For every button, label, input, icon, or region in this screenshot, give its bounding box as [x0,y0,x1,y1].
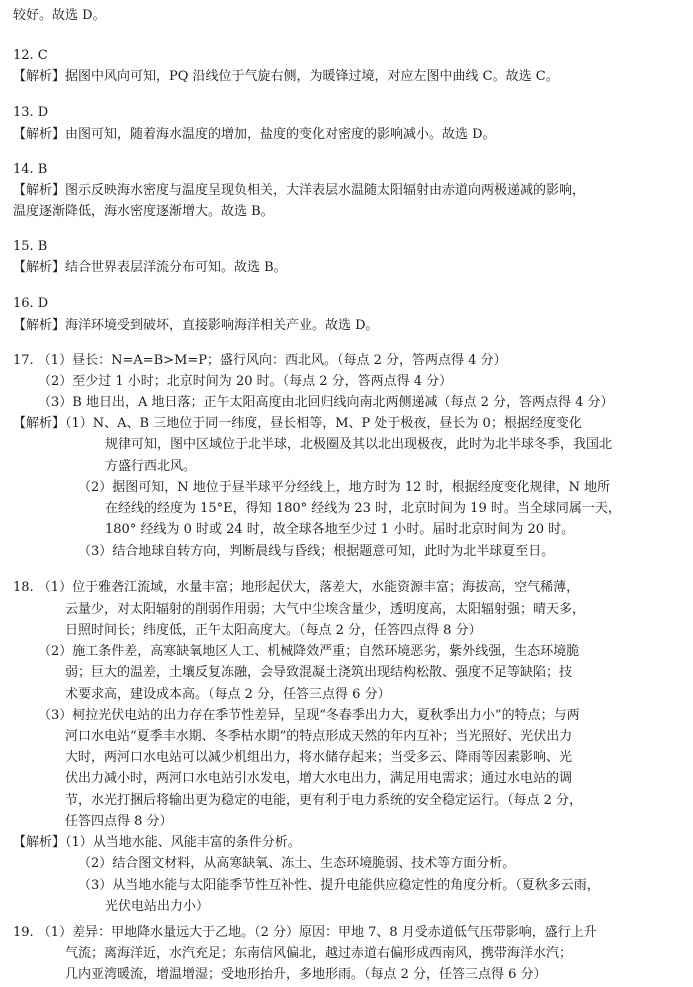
answer-13: 13. D [13,105,49,121]
answer-18-3-cont: 河口水电站“夏季丰水期、冬季枯水期”的特点形成天然的年内互补；当光照好、光伏出力 [65,729,573,744]
answer-17-3: （3）B 地日出，A 地日落；正午太阳高度由北回归线向南北两侧递减（每点 2 分，答两点得 4 分） [38,395,614,410]
explanation-17-2: （2）据图可知，N 地位于昼半球平分经线上，地方时为 12 时，根据经度变化规律，N 地所 [78,479,611,495]
answer-12: 12. C [13,48,48,64]
answer-18-1-cont: 日照时间长；纬度低，正午太阳高度大。（每点 2 分，任答四点得 8 分） [65,622,482,638]
explanation-18-2: （2）结合图文材料，从高寒缺氧、冻土、生态环境脆弱、技术等方面分析。 [78,856,516,872]
answer-18-3-cont: 伏出力减小时，两河口水电站引水发电，增大水电出力，满足用电需求；通过水电站的调 [65,771,573,787]
answer-18-2: （2）施工条件差，高寒缺氧地区人工、机械降效严重；自然环境恶劣，紫外线强，生态环境脆 [38,644,580,660]
answer-14: 14. B [13,161,48,177]
text-line: 较好。故选 D。 [13,7,106,23]
answer-18-2-cont: 弱；巨大的温差，土壤反复冻融，会导致混凝土浇筑出现结构松散、强度不足等缺陷；技 [65,665,573,681]
answer-18-3-cont: 节，水光打捆后将输出更为稳定的电能，更有利于电力系统的安全稳定运行。（每点 2 分， [65,792,583,808]
explanation-14-cont: 温度逐渐降低，海水密度逐渐增大。故选 B。 [13,204,274,219]
explanation-17-1: 【解析】（1）N、A、B 三地位于同一纬度，昼长相等，M、P 处于极夜，昼长为 0；根据经度变化 [13,416,582,432]
explanation-18-3: （3）从当地水能与太阳能季节性互补性、提升电能供应稳定性的角度分析。（夏秋多云雨， [78,877,600,893]
explanation-16: 【解析】海洋环境受到破坏，直接影响海洋相关产业。故选 D。 [13,317,379,333]
answer-15: 15. B [13,239,48,255]
answer-18-1: 18. （1）位于雅砻江流域，水量丰富；地形起伏大，落差大，水能资源丰富；海拔高，空气稀薄， [13,580,580,596]
explanation-17-3: （3）结合地球自转方向，判断晨线与昏线；根据题意可知，此时为北半球夏至日。 [78,543,555,559]
answer-19-1-cont: 气流；离海洋近，水汽充足；东南信风偏北，越过赤道右偏形成西南风，携带海洋水汽； [65,945,573,961]
answer-17-1: 17. （1）昼长：N=A=B>M=P；盛行风向：西北风。（每点 2 分，答两点得 4 分） [13,352,507,368]
answer-19-1: 19. （1）差异：甲地降水量远大于乙地。（2 分）原因：甲地 7、8 月受赤道低气压带影响，盛行上升 [13,924,597,940]
explanation-18-1: 【解析】（1）从当地水能、风能丰富的条件分析。 [13,835,301,851]
answer-18-1-cont: 云量少，对太阳辐射的削弱作用弱；大气中尘埃含量少，透明度高，太阳辐射强；晴天多， [65,601,586,617]
explanation-18-3-cont: 光伏电站出力小） [105,898,210,914]
answer-18-3: （3）柯拉光伏电站的出力存在季节性差异，呈现“冬春季出力大，夏秋季出力小”的特点；与两 [38,707,580,723]
answer-18-3-cont: 大时，两河口水电站可以减少机组出力，将水储存起来；当受多云、降雨等因素影响、光 [65,750,573,766]
answer-19-1-cont: 几内亚湾暖流，增温增湿；受地形抬升，多地形雨。（每点 2 分，任答三点得 6 分） [65,967,547,982]
answer-17-2: （2）至少过 1 小时；北京时间为 20 时。（每点 2 分，答两点得 4 分） [38,373,453,389]
explanation-17-2-cont: 180° 经线为 0 时或 24 时，故全球各地至少过 1 小时。届时北京时间为 20 时。 [105,522,575,538]
explanation-12: 【解析】据图中风向可知，PQ 沿线位于气旋右侧，为暖锋过境，对应左图中曲线 C。故选 C。 [13,69,559,85]
explanation-17-2-cont: 在经线的经度为 15°E，得知 180° 经线为 23 时，北京时间为 19 时。当全球同属一天， [105,501,621,517]
explanation-15: 【解析】结合世界表层洋流分布可知。故选 B。 [13,260,287,276]
explanation-17-1-cont: 规律可知，图中区域位于北半球，北极圈及其以北出现极夜，此时为北半球冬季，我国北 [105,437,613,453]
explanation-14: 【解析】图示反映海水密度与温度呈现负相关，大洋表层水温随太阳辐射由赤道向两极递减的影响， [13,182,586,198]
explanation-17-1-cont: 方盛行西北风。 [105,458,197,474]
answer-18-2-cont: 术要求高，建设成本高。（每点 2 分，任答三点得 6 分） [65,686,391,702]
answer-16: 16. D [13,296,49,312]
explanation-13: 【解析】由图可知，随着海水温度的增加，盐度的变化对密度的影响减小。故选 D。 [13,126,496,142]
answer-18-3-cont: 任答四点得 8 分） [65,813,173,829]
